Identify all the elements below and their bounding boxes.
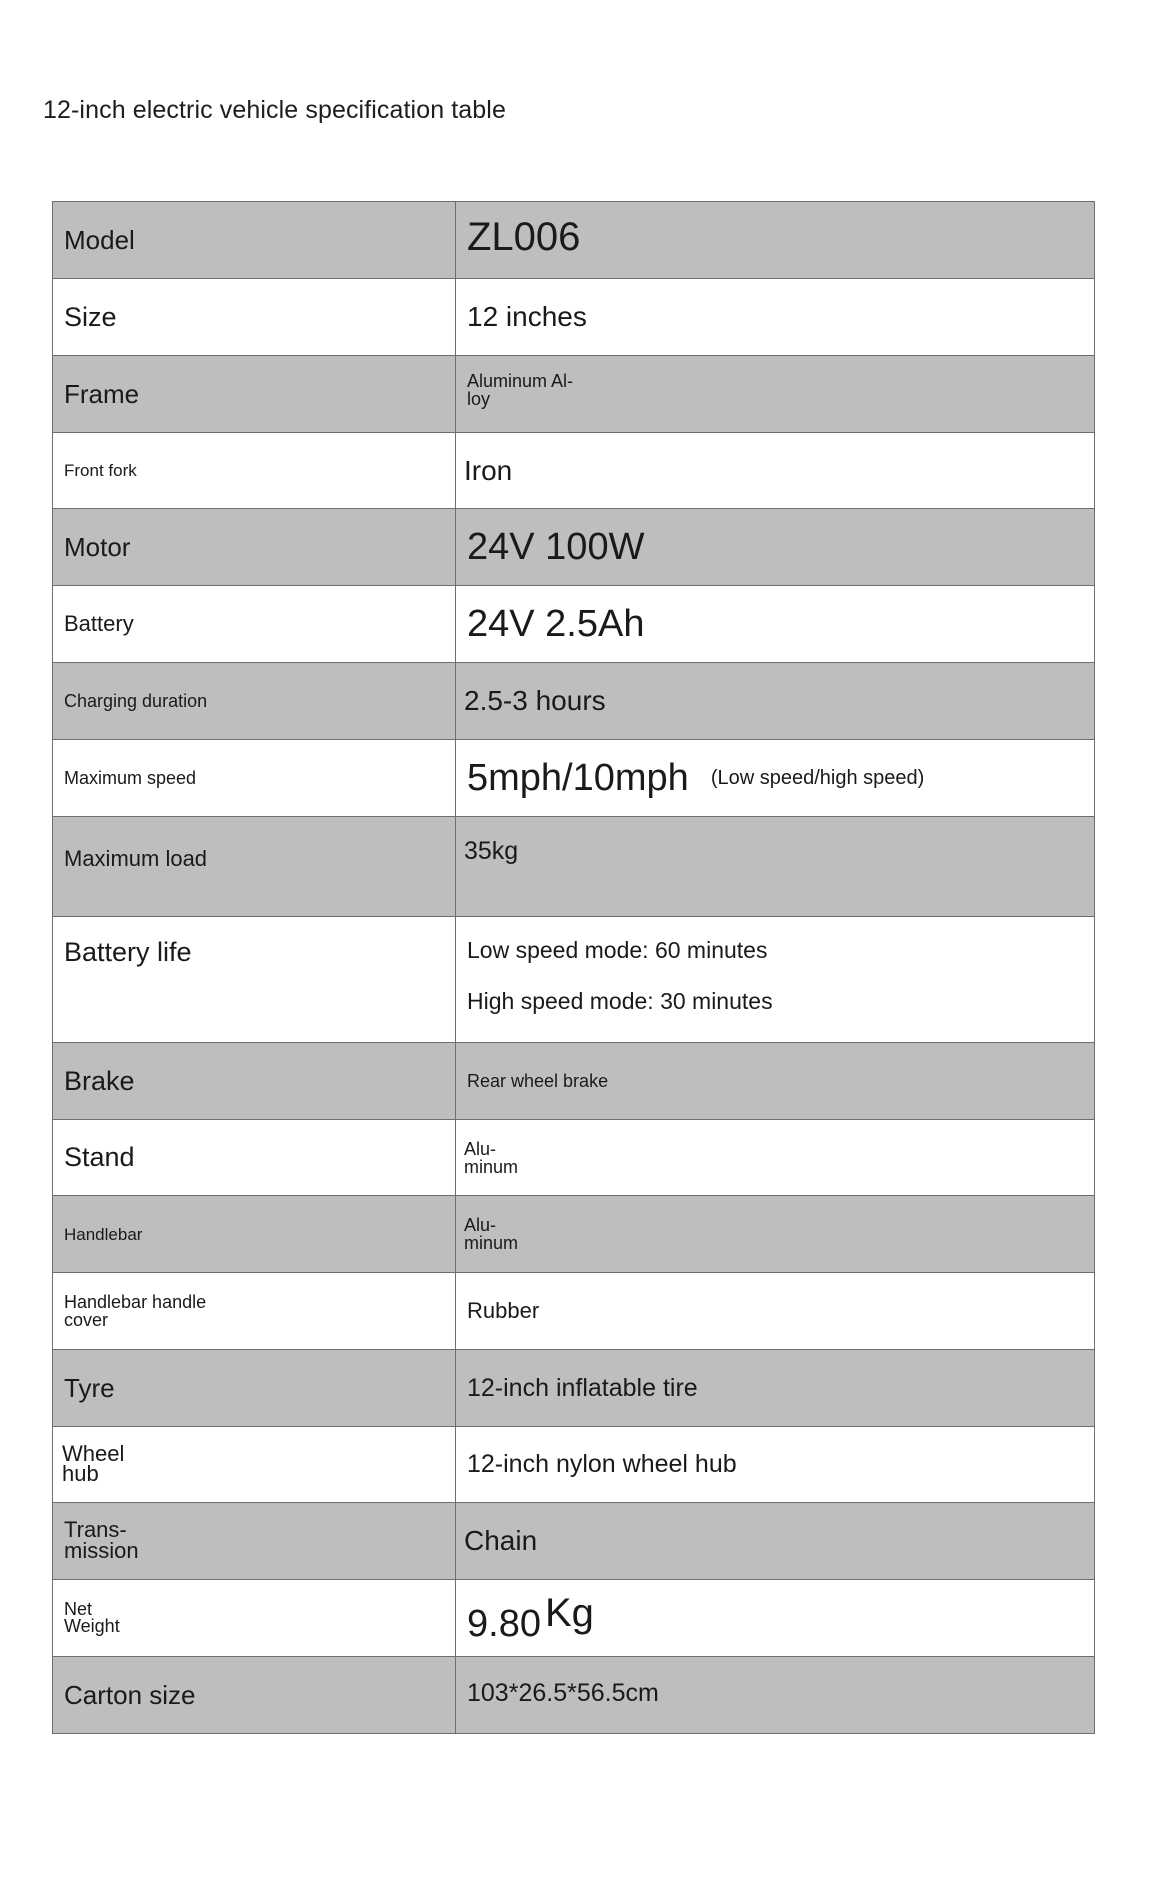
- spec-value-handle-cover: Rubber: [467, 1298, 540, 1323]
- spec-label-tyre: Tyre: [64, 1373, 115, 1403]
- table-row-wheel-hub: [53, 1427, 1095, 1503]
- spec-label-model: Model: [64, 225, 135, 255]
- table-row-max-speed: [53, 740, 1095, 817]
- value-cell: [456, 202, 1095, 279]
- spec-value-wheel-hub: 12-inch nylon wheel hub: [467, 1450, 737, 1478]
- spec-value-transmission: Chain: [464, 1525, 538, 1556]
- table-row-charging: [53, 663, 1095, 740]
- spec-label-charging: Charging duration: [64, 691, 208, 711]
- spec-value-motor: 24V 100W: [467, 526, 645, 568]
- spec-table: [52, 201, 1095, 1734]
- spec-note-max-speed: (Low speed/high speed): [710, 767, 925, 789]
- spec-value-charging: 2.5-3 hours: [464, 685, 606, 716]
- spec-value-frame: Aluminum Al-loy: [467, 371, 574, 409]
- table-row-net-weight: [53, 1580, 1095, 1657]
- spec-label-net-weight: Net Weight: [64, 1598, 120, 1636]
- table-row-front-fork: [53, 433, 1095, 509]
- table-row-size: [53, 279, 1095, 356]
- spec-label-battery: Battery: [64, 611, 134, 636]
- spec-label-brake: Brake: [64, 1065, 135, 1096]
- table-row-motor: [53, 509, 1095, 586]
- table-row-tyre: [53, 1350, 1095, 1427]
- table-row-max-load: [53, 817, 1095, 917]
- spec-label-carton-size: Carton size: [64, 1680, 196, 1710]
- spec-label-transmission: Trans-mission: [64, 1517, 139, 1563]
- table-row-carton-size: [53, 1657, 1095, 1734]
- label-cell: [53, 202, 456, 279]
- table-row-handlebar: [53, 1196, 1095, 1273]
- table-row-battery-life: [53, 917, 1095, 1043]
- table-row-battery: [53, 586, 1095, 663]
- table-row-stand: [53, 1120, 1095, 1196]
- spec-value-size: 12 inches: [467, 301, 587, 332]
- spec-value-battery-life-high: High speed mode: 30 minutes: [467, 988, 773, 1014]
- spec-label-handle-cover: Handlebar handle cover: [64, 1292, 207, 1330]
- spec-value-model: ZL006: [467, 215, 581, 259]
- spec-label-size: Size: [64, 301, 117, 332]
- spec-value-max-load: 35kg: [464, 837, 519, 865]
- table-row-brake: [53, 1043, 1095, 1120]
- table-row-model: [53, 202, 1095, 279]
- page-title: 12-inch electric vehicle specification table: [43, 96, 506, 124]
- spec-label-front-fork: Front fork: [64, 461, 137, 480]
- spec-unit-net-weight: Kg: [544, 1591, 594, 1635]
- spec-value-carton-size: 103*26.5*56.5cm: [467, 1678, 659, 1707]
- spec-value-battery-life-low: Low speed mode: 60 minutes: [467, 937, 768, 963]
- spec-value-handlebar: Alu-minum: [464, 1215, 519, 1253]
- table-row-handle-cover: [53, 1273, 1095, 1350]
- spec-value-front-fork: Iron: [464, 454, 513, 486]
- spec-label-wheel-hub: Wheel hub: [62, 1440, 125, 1487]
- spec-label-max-speed: Maximum speed: [64, 768, 197, 788]
- spec-value-max-speed: 5mph/10mph: [467, 757, 689, 799]
- spec-label-frame: Frame: [64, 379, 140, 409]
- spec-value-battery: 24V 2.5Ah: [467, 603, 645, 645]
- spec-label-battery-life: Battery life: [64, 937, 192, 967]
- spec-value-tyre: 12-inch inflatable tire: [467, 1373, 698, 1402]
- spec-label-handlebar: Handlebar: [64, 1224, 143, 1244]
- table-row-frame: [53, 356, 1095, 433]
- spec-value-stand: Alu-minum: [464, 1138, 519, 1177]
- spec-label-stand: Stand: [64, 1142, 135, 1172]
- spec-label-max-load: Maximum load: [64, 845, 208, 871]
- spec-value-net-weight: 9.80: [467, 1603, 541, 1645]
- spec-label-motor: Motor: [64, 532, 131, 562]
- spec-value-brake: Rear wheel brake: [467, 1071, 609, 1091]
- table-row-transmission: [53, 1503, 1095, 1580]
